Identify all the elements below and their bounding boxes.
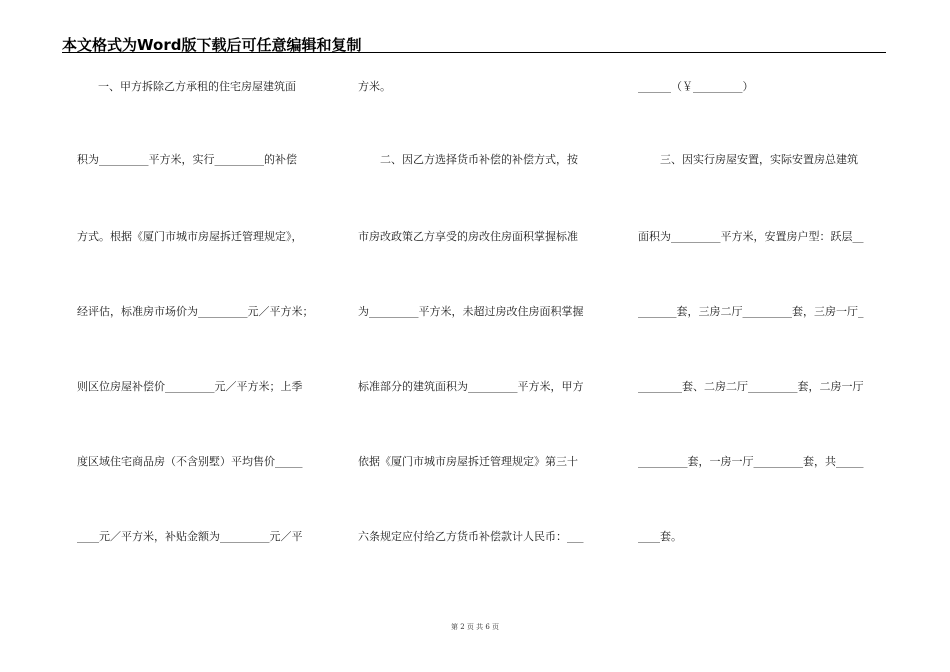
header-title: 本文格式为Word版下载后可任意编辑和复制 — [62, 36, 362, 54]
col2-line-6: 依据《厦门市城市房屋拆迁管理规定》第三十 — [358, 455, 578, 468]
col1-line-1: 一、甲方拆除乙方承租的住宅房屋建筑面 — [98, 80, 296, 93]
col3-line-7: ____套。 — [638, 530, 682, 543]
col2-line-1: 方米。 — [358, 80, 391, 93]
col1-line-2: 积为_________平方米，实行_________的补偿 — [77, 153, 297, 166]
col3-line-5: ________套、二房二厅_________套，二房一厅 — [638, 380, 864, 393]
col3-line-1: ______（￥_________） — [638, 80, 754, 93]
page-footer: 第 2 页 共 6 页 — [450, 623, 500, 631]
col3-line-2: 三、因实行房屋安置，实际安置房总建筑 — [660, 153, 858, 166]
col2-line-5: 标准部分的建筑面积为_________平方米，甲方 — [358, 380, 584, 393]
col1-line-7: ____元／平方米，补贴金额为_________元／平 — [77, 530, 303, 543]
col3-line-6: _________套，一房一厅_________套，共_____ — [638, 455, 864, 468]
col3-line-3: 面积为_________平方米，安置房户型：跃层__ — [638, 230, 864, 243]
col2-line-4: 为_________平方米，未超过房改住房面积掌握 — [358, 305, 584, 318]
col1-line-3: 方式。根据《厦门市城市房屋拆迁管理规定》， — [77, 230, 303, 243]
col3-line-4: _______套，三房二厅_________套，三房一厅_ — [638, 305, 864, 318]
col1-line-4: 经评估，标准房市场价为_________元／平方米； — [77, 305, 314, 318]
header-rule — [62, 52, 886, 53]
col2-line-7: 六条规定应付给乙方货币补偿款计人民币：___ — [358, 530, 584, 543]
col1-line-6: 度区域住宅商品房（不含别墅）平均售价_____ — [77, 455, 303, 468]
col2-line-2: 二、因乙方选择货币补偿的补偿方式，按 — [380, 153, 578, 166]
col1-line-5: 则区位房屋补偿价_________元／平方米；上季 — [77, 380, 303, 393]
col2-line-3: 市房改政策乙方享受的房改住房面积掌握标准 — [358, 230, 578, 243]
